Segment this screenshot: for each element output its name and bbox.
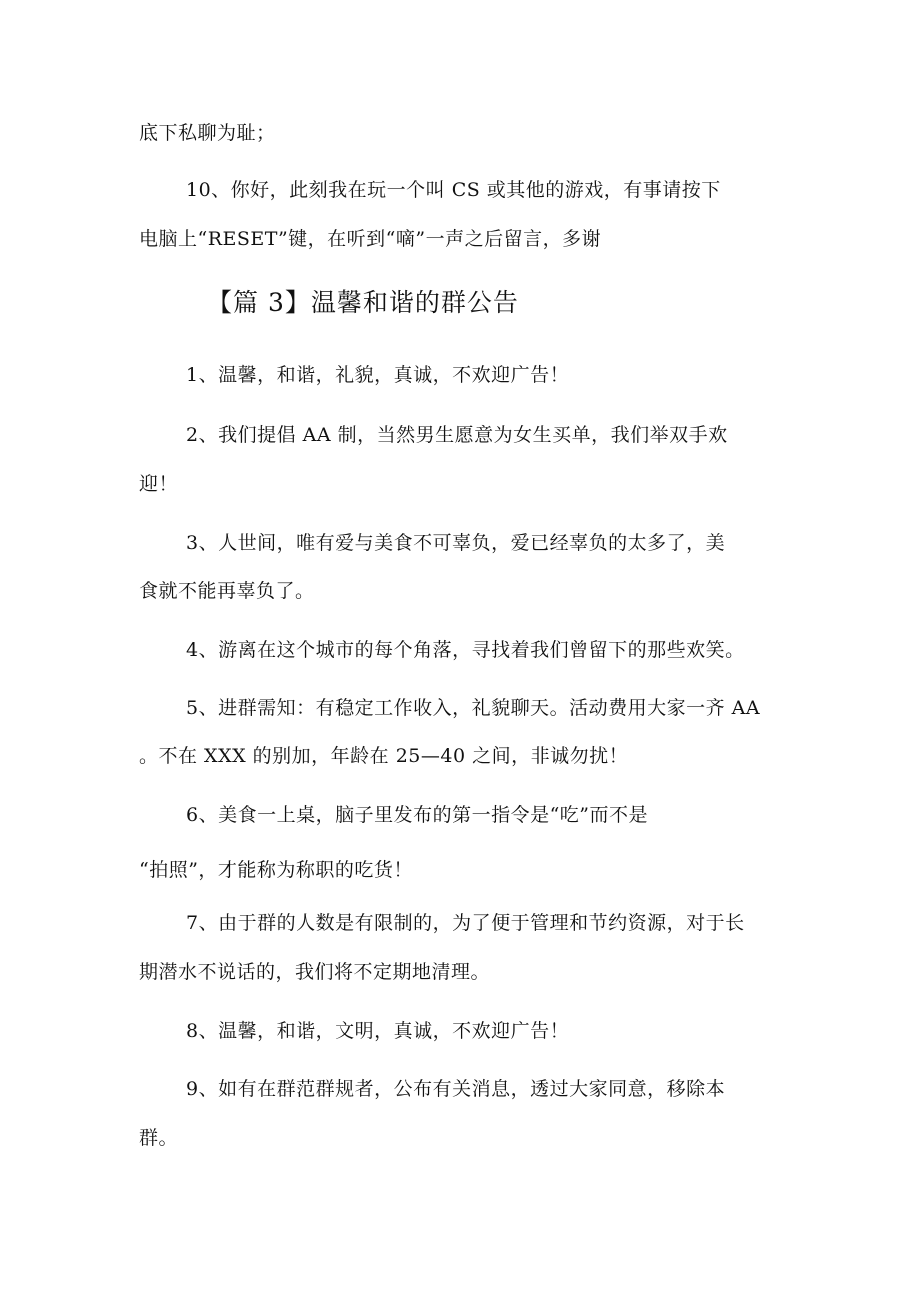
rule-7-line-1: 7、由于群的人数是有限制的，为了便于管理和节约资源，对于长	[186, 912, 745, 934]
rule-6-line-2: “拍照”，才能称为称职的吃货！	[139, 859, 413, 881]
rule-3-line-1: 3、人世间，唯有爱与美食不可辜负，爱已经辜负的太多了，美	[186, 532, 726, 554]
intro-line-1: 底下私聊为耻；	[139, 122, 276, 144]
rule-8-line-1: 8、温馨，和谐，文明，真诚，不欢迎广告！	[186, 1020, 570, 1042]
rule-5-line-2: 。不在 XXX 的别加，年龄在 25—40 之间，非诚勿扰！	[139, 745, 629, 767]
rule-7-line-2: 期潜水不说话的，我们将不定期地清理。	[139, 961, 491, 983]
intro-line-2: 10、你好，此刻我在玩一个叫 CS 或其他的游戏，有事请按下	[186, 179, 721, 201]
intro-line-3: 电脑上“RESET”键，在听到“嘀”一声之后留言，多谢	[139, 228, 602, 250]
rule-3-line-2: 食就不能再辜负了。	[139, 580, 315, 602]
rule-2-line-2: 迎！	[139, 473, 179, 495]
rule-2-line-1: 2、我们提倡 AA 制，当然男生愿意为女生买单，我们举双手欢	[186, 424, 728, 446]
rule-4-line-1: 4、游离在这个城市的每个角落，寻找着我们曾留下的那些欢笑。	[186, 639, 745, 661]
rule-9-line-1: 9、如有在群范群规者，公布有关消息，透过大家同意，移除本	[186, 1078, 726, 1100]
section-title: 【篇 3】温馨和谐的群公告	[207, 288, 519, 317]
rule-9-line-2: 群。	[139, 1127, 179, 1149]
rule-1-line-1: 1、温馨，和谐，礼貌，真诚，不欢迎广告！	[186, 364, 570, 386]
rule-5-line-1: 5、进群需知：有稳定工作收入，礼貌聊天。活动费用大家一齐 AA	[186, 697, 761, 719]
rule-6-line-1: 6、美食一上桌，脑子里发布的第一指令是“吃”而不是	[186, 804, 649, 826]
